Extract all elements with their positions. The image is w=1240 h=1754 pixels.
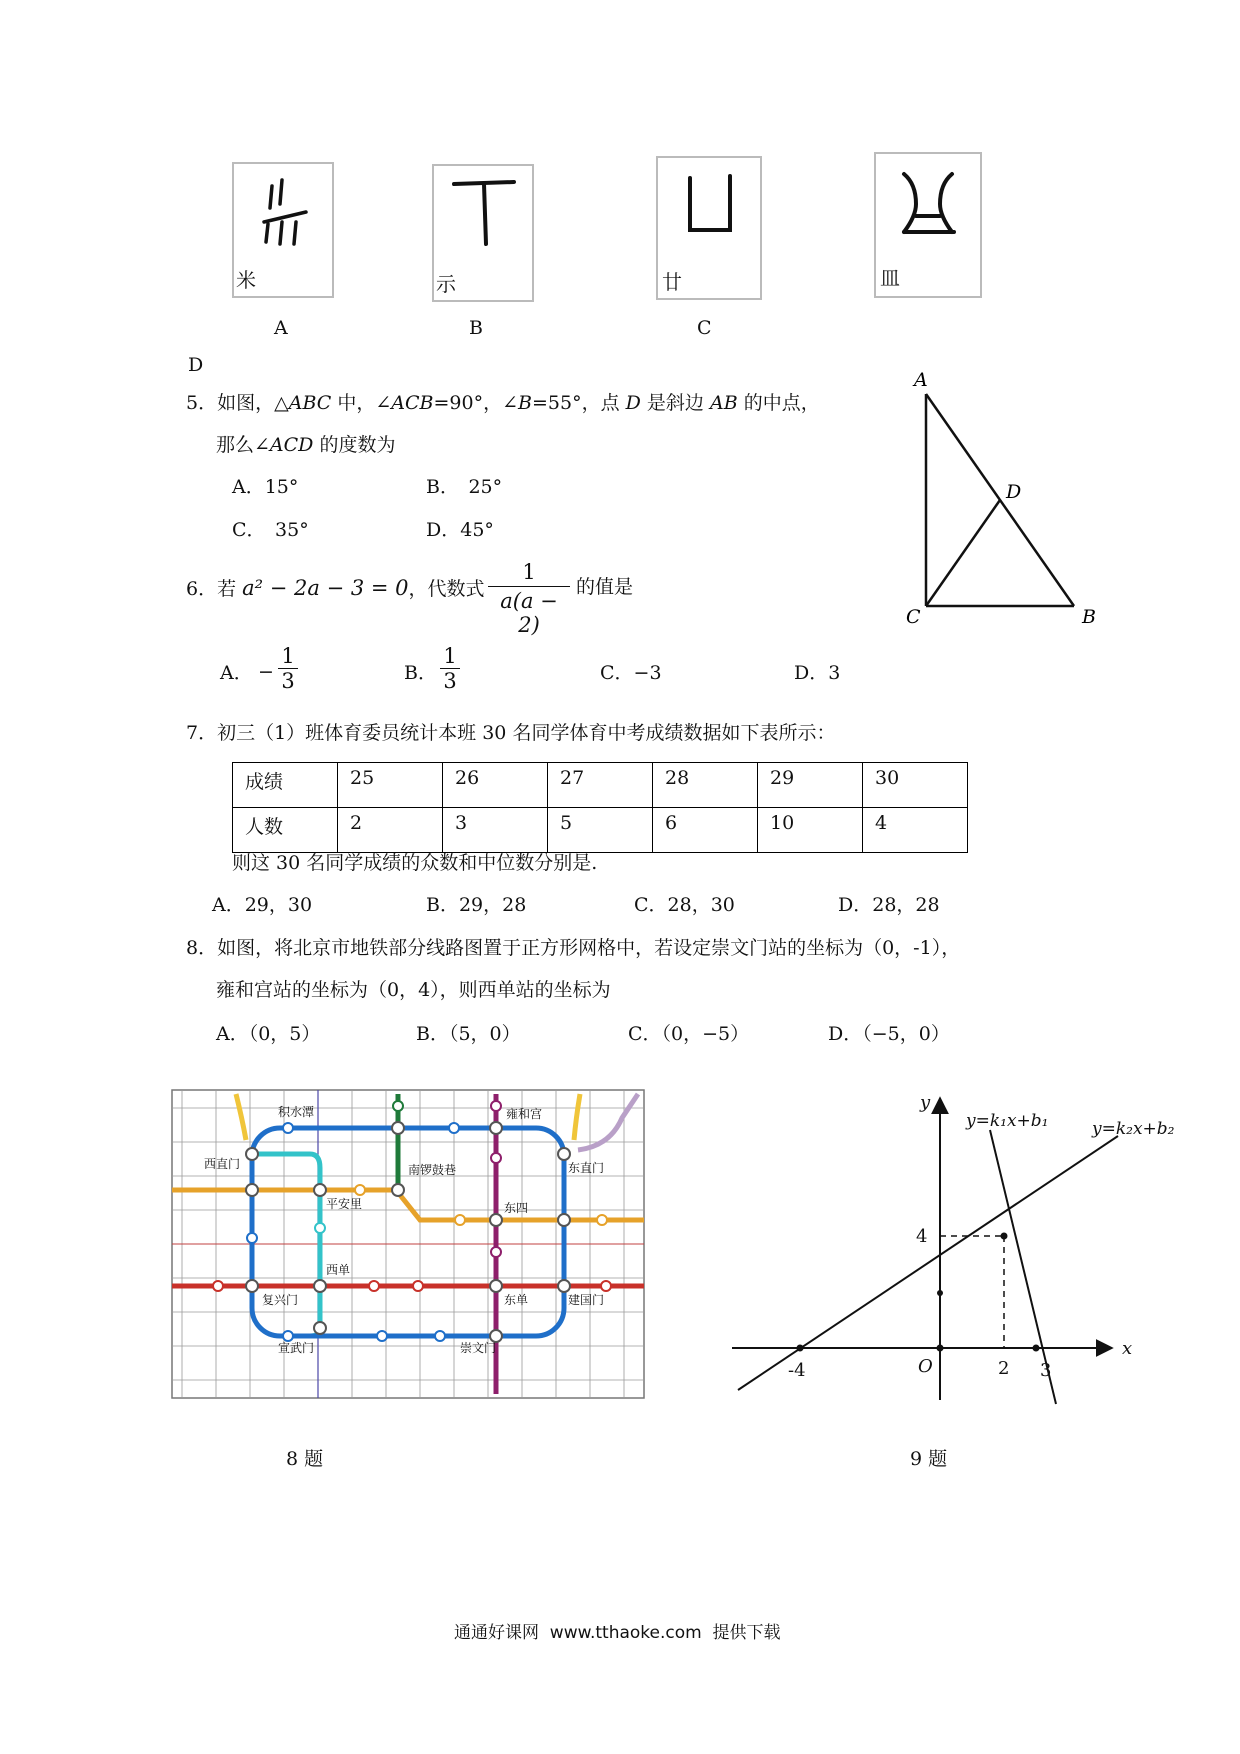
triangle-figure [900, 366, 1120, 636]
point-neg4 [797, 1345, 804, 1352]
glyph-a-caption: 米 [236, 268, 256, 292]
station-marker [213, 1281, 223, 1291]
table-cell: 29 [758, 763, 863, 808]
q6-equation: a² − 2a − 3 = 0 [242, 576, 409, 600]
station-marker [601, 1281, 611, 1291]
station-marker [435, 1331, 445, 1341]
station-marker [491, 1153, 501, 1163]
glyph-b-caption: 示 [436, 272, 456, 296]
q6-option-b-label: B． [404, 662, 437, 684]
line-k2 [738, 1136, 1118, 1390]
q7-option-b: B．29，28 [426, 894, 527, 916]
line-k2-label: y=k₂x+b₂ [1092, 1119, 1175, 1139]
station-marker [246, 1184, 258, 1196]
station-yonghegong: 雍和宫 [506, 1107, 543, 1121]
vertex-d: D [1006, 481, 1022, 503]
station-marker [246, 1148, 258, 1160]
station-marker [491, 1101, 501, 1111]
vertex-b: B [1082, 606, 1096, 628]
q5-option-b: B． 25° [426, 476, 503, 498]
option-d-label: D [188, 354, 204, 376]
q5-option-a: A．15° [232, 476, 299, 498]
option-a-image [232, 162, 334, 298]
q8-option-c: C．（0，−5） [628, 1023, 750, 1045]
station-marker [455, 1215, 465, 1225]
station-marker [392, 1184, 404, 1196]
table-cell: 27 [548, 763, 653, 808]
station-marker [246, 1280, 258, 1292]
station-marker [413, 1281, 423, 1291]
q6-stem: 6．若 a² − 2a − 3 = 0，代数式 [186, 576, 485, 600]
station-marker [490, 1214, 502, 1226]
station-jishuitan: 积水潭 [278, 1105, 315, 1119]
glyph-c-caption: 廿 [662, 270, 682, 294]
scores-table [232, 762, 968, 853]
q5-option-d: D．45° [426, 519, 494, 541]
station-marker [355, 1185, 365, 1195]
q6-option-b-fraction: 1 3 [440, 644, 460, 693]
q8-caption: 8 题 [286, 1448, 324, 1470]
glyph-d-caption: 皿 [880, 266, 900, 290]
q7-question: 则这 30 名同学成绩的众数和中位数分别是. [232, 852, 598, 874]
station-pinganli: 平安里 [326, 1197, 363, 1211]
q5-stem-line2: 那么∠ACD 的度数为 [216, 434, 396, 456]
station-marker [597, 1215, 607, 1225]
station-chongwenmen: 崇文门 [460, 1341, 497, 1355]
station-marker [558, 1214, 570, 1226]
table-row-header: 人数 [233, 808, 338, 853]
linear-functions-graph [728, 1090, 1188, 1420]
q6-option-c: C．−3 [600, 662, 662, 684]
station-marker [393, 1101, 403, 1111]
station-marker [490, 1122, 502, 1134]
vertex-a: A [914, 369, 928, 391]
table-row-header: 成绩 [233, 763, 338, 808]
page-footer: 通通好课网 www.tthaoke.com 提供下载 [454, 1623, 781, 1643]
tick-label-4: 4 [916, 1226, 928, 1247]
q9-caption: 9 题 [910, 1448, 948, 1470]
station-dongdan: 东单 [504, 1293, 529, 1307]
station-marker [283, 1331, 293, 1341]
table-cell: 25 [338, 763, 443, 808]
axis-x-label: x [1122, 1338, 1133, 1359]
station-marker [449, 1123, 459, 1133]
point-3 [1033, 1345, 1040, 1352]
tick-label-neg4: -4 [788, 1360, 806, 1381]
table-cell: 26 [443, 763, 548, 808]
station-marker [392, 1122, 404, 1134]
station-nanluoguxiang: 南锣鼓巷 [408, 1163, 457, 1177]
station-xidan: 西单 [326, 1263, 351, 1277]
q6-option-a-sign: − [258, 661, 274, 683]
table-cell: 30 [863, 763, 968, 808]
vertex-c: C [906, 606, 921, 628]
intersection-point [1001, 1233, 1008, 1240]
q6-stem-suffix: 的值是 [576, 576, 634, 598]
q6-option-d: D．3 [794, 662, 841, 684]
table-cell: 10 [758, 808, 863, 853]
q6-fraction: 1 a(a − 2) [488, 560, 570, 637]
q7-stem: 7．初三（1）班体育委员统计本班 30 名同学体育中考成绩数据如下表所示： [186, 722, 836, 744]
station-marker [491, 1247, 501, 1257]
option-a-label: A [274, 317, 288, 339]
q6-option-a-label: A． [220, 662, 253, 684]
station-marker [314, 1184, 326, 1196]
q8-stem-line2: 雍和宫站的坐标为（0，4），则西单站的坐标为 [216, 979, 611, 1001]
table-cell: 4 [863, 808, 968, 853]
station-jianguomen: 建国门 [568, 1293, 605, 1307]
station-xizhimen: 西直门 [204, 1157, 241, 1171]
q6-option-a-fraction: 1 3 [278, 644, 298, 693]
axis-y-label: y [920, 1092, 931, 1113]
option-b-image [432, 164, 534, 302]
tick-label-2: 2 [998, 1358, 1010, 1379]
table-cell: 5 [548, 808, 653, 853]
q7-option-d: D．28，28 [838, 894, 940, 916]
station-fuxingmen: 复兴门 [262, 1293, 299, 1307]
q8-option-a: A．（0，5） [216, 1023, 321, 1045]
table-cell: 3 [443, 808, 548, 853]
table-cell: 28 [653, 763, 758, 808]
station-marker [490, 1280, 502, 1292]
station-xuanwumen: 宣武门 [278, 1341, 315, 1355]
table-cell: 6 [653, 808, 758, 853]
q8-stem-line1: 8．如图，将北京市地铁部分线路图置于正方形网格中，若设定崇文门站的坐标为（0，-1）， [186, 937, 961, 959]
station-dongzhimen: 东直门 [568, 1161, 605, 1175]
q7-option-a: A．29，30 [212, 894, 313, 916]
station-marker [314, 1280, 326, 1292]
station-marker [247, 1233, 257, 1243]
option-c-label: C [697, 317, 712, 339]
station-marker [315, 1223, 325, 1233]
subway-map [170, 1088, 646, 1400]
station-marker [558, 1148, 570, 1160]
station-marker [283, 1123, 293, 1133]
station-marker [558, 1280, 570, 1292]
option-c-image [656, 156, 762, 300]
station-marker [377, 1331, 387, 1341]
option-d-image [874, 152, 982, 298]
point-origin [937, 1345, 944, 1352]
station-marker [369, 1281, 379, 1291]
option-b-label: B [469, 317, 483, 339]
origin-label: O [918, 1356, 933, 1377]
station-marker [314, 1322, 326, 1334]
q7-option-c: C．28，30 [634, 894, 735, 916]
line-k1-label: y=k₁x+b₁ [966, 1111, 1049, 1131]
q8-option-b: B．（5，0） [416, 1023, 521, 1045]
station-dongsi: 东四 [504, 1201, 529, 1215]
q8-option-d: D．（−5，0） [828, 1023, 950, 1045]
table-row [233, 808, 968, 853]
q5-option-c: C． 35° [232, 519, 309, 541]
table-cell: 2 [338, 808, 443, 853]
table-row [233, 763, 968, 808]
q5-stem-line1: 5．如图，△ABC 中，∠ACB=90°，∠B=55°，点 D 是斜边 AB 的中点， [186, 392, 820, 414]
tick-label-3: 3 [1040, 1360, 1052, 1381]
point-y-intercept [937, 1290, 943, 1296]
